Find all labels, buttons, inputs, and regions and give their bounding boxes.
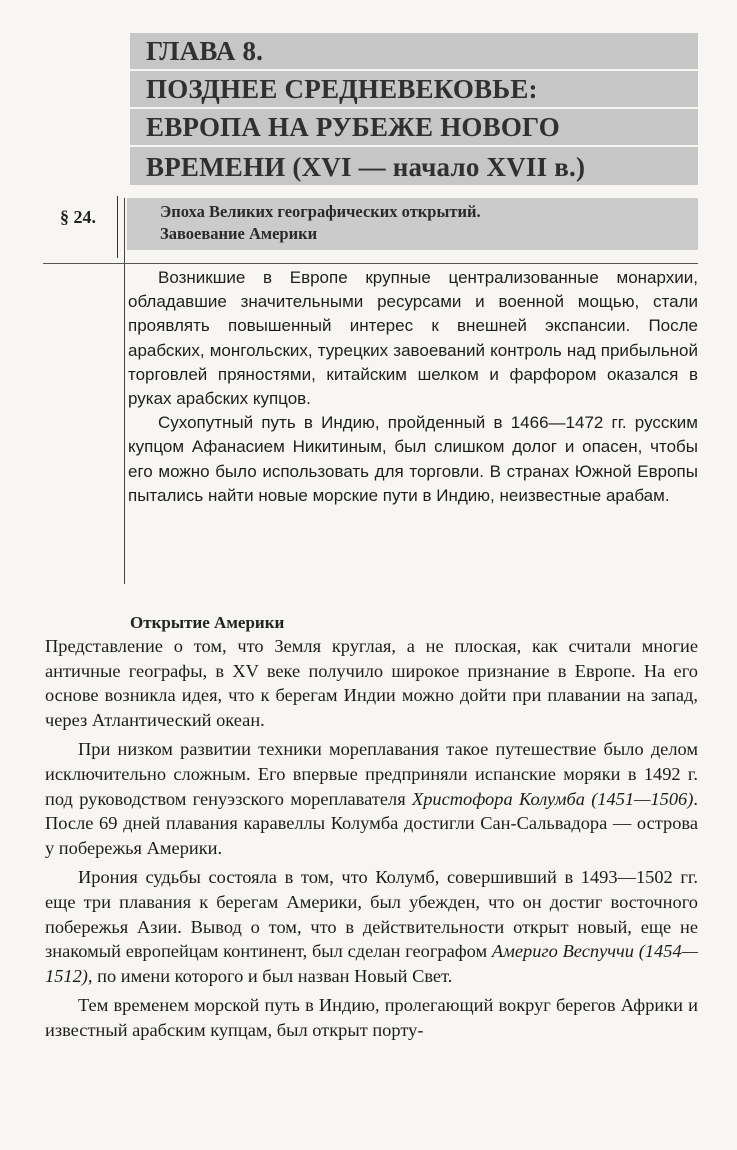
section-title-line-1: Эпоха Великих географических открытий. [160, 202, 481, 221]
intro-text [128, 266, 698, 508]
section-number: § 24. [60, 207, 96, 227]
body-paragraph-2-part-2: . После 69 дней плавания каравеллы Колумба достигли Сан-Сальвадора — острова у побережья Америки. [45, 788, 698, 858]
body-paragraph-2 [45, 737, 698, 860]
divider-vertical-long [124, 198, 125, 584]
intro-paragraph-1: Возникшие в Европе крупные централизованные монархии, обладавшие значительными ресурсами и военной мощью, стали проявлять повышенный интерес к внешней экспансии. После арабских, монгольских, турецких завоеваний контроль над прибыльной торговлей пряностями, китайским шелком и фарфором оказался в руках арабских купцов. [128, 268, 698, 409]
body-paragraph-3 [45, 865, 698, 988]
divider-horizontal [43, 263, 698, 264]
chapter-line-2: ПОЗДНЕЕ СРЕДНЕВЕКОВЬЕ: [130, 71, 698, 107]
subheading: Открытие Америки [130, 613, 285, 632]
chapter-line-1: ГЛАВА 8. [130, 33, 698, 69]
body-paragraph-1: Представление о том, что Земля круглая, а не плоская, как считали многие античные географы, в XV веке получило широкое признание в Европе. На его основе возникла идея, что к берегам Индии можно дойти при плавании на запад, через Атлантический океан. [45, 636, 698, 730]
body-paragraph-2-part-1: При низком развитии техники мореплавания такое путешествие было делом исключительно сложным. Его впервые предприняли испанские моряки в 1492 г. под руководством генуэзского мореплавателя [45, 739, 698, 809]
body-text [45, 634, 698, 1048]
chapter-heading [130, 33, 698, 185]
section-title [160, 201, 481, 245]
body-paragraph-4: Тем временем морской путь в Индию, пролегающий вокруг берегов Африки и известный арабским купцам, был открыт порту- [45, 995, 698, 1040]
body-paragraph-3-part-1: Ирония судьбы состояла в том, что Колумб, совершивший в 1493—1502 гг. еще три плавания к берегам Америки, был убежден, что он достиг восточного побережья Азии. Вывод о том, что в действительности открыт новый, еще не знакомый европейцам континент, был сделан географом [45, 867, 698, 962]
intro-paragraph-2: Сухопутный путь в Индию, пройденный в 1466—1472 гг. русским купцом Афанасием Никитиным, был слишком долог и опасен, чтобы его можно было использовать для торговли. В странах Южной Европы пытались найти новые морские пути в Индию, неизвестные арабам. [128, 413, 698, 505]
person-name-vespucci: Америго Веспуччи (1454—1512) [45, 941, 698, 986]
section-title-line-2: Завоевание Америки [160, 224, 318, 243]
chapter-line-4: ВРЕМЕНИ (XVI — начало XVII в.) [130, 147, 698, 185]
divider-vertical-short [117, 196, 118, 258]
person-name-columbus: Христофора Колумба (1451—1506) [411, 788, 694, 809]
chapter-line-3: ЕВРОПА НА РУБЕЖЕ НОВОГО [130, 109, 698, 145]
body-paragraph-3-part-2: , по имени которого и был назван Новый Свет. [87, 965, 453, 986]
